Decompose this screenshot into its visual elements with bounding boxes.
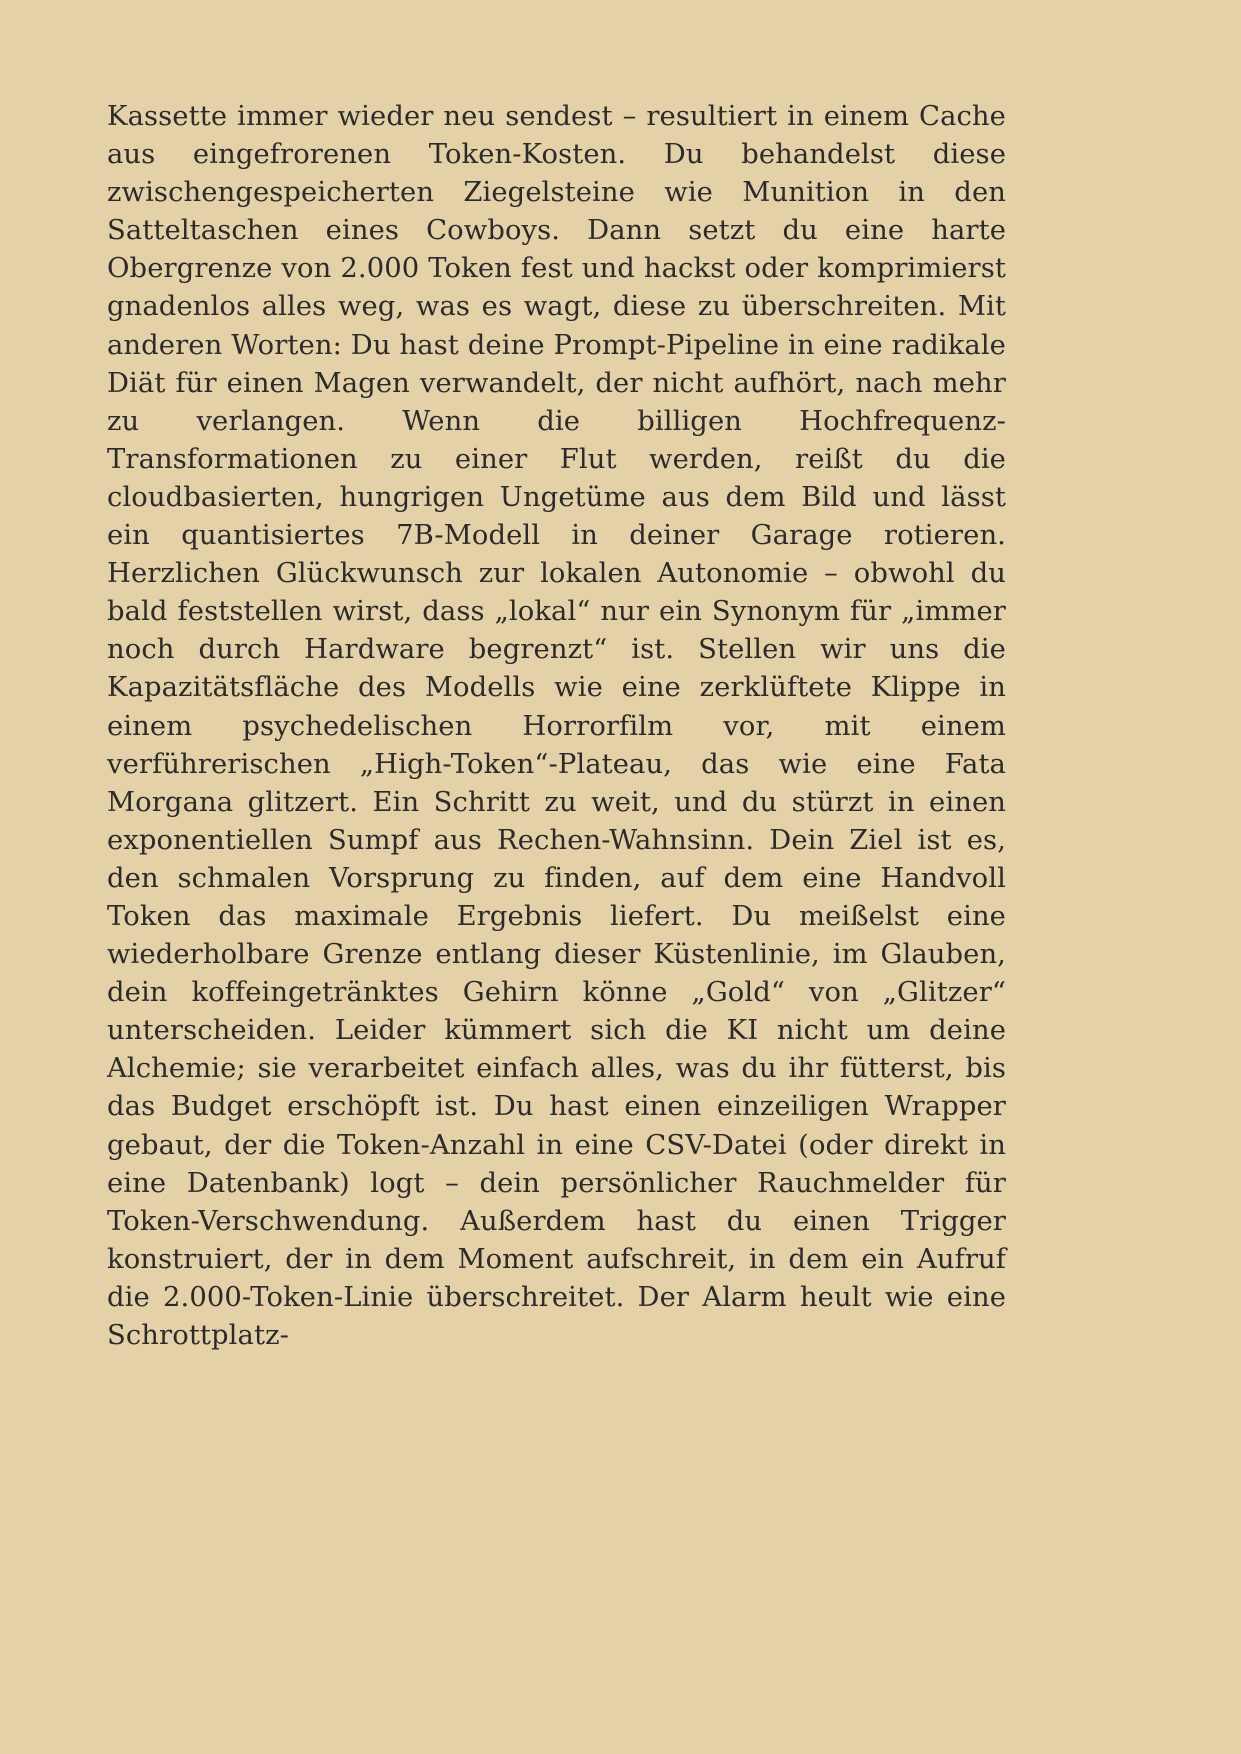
body-paragraph: Kassette immer wieder neu sendest – resultiert in einem Cache aus eingefrorenen Token-Kosten. Du behandelst diese zwischengespeicherten Ziegelsteine wie Munition in den Satteltaschen eines Cowboys. Dann setzt du eine harte Obergrenze von 2.000 Token fest und hackst oder komprimierst gnadenlos alles weg, was es wagt, diese zu überschreiten. Mit anderen Worten: Du hast deine Prompt-Pipeline in eine radikale Diät für einen Magen verwandelt, der nicht aufhört, nach mehr zu verlangen. Wenn die billigen Hochfrequenz-Transformationen zu einer Flut werden, reißt du die cloudbasierten, hungrigen Ungetüme aus dem Bild und lässt ein quantisiertes 7B-Modell in deiner Garage rotieren. Herzlichen Glückwunsch zur lokalen Autonomie – obwohl du bald feststellen wirst, dass „lokal“ nur ein Synonym für „immer noch durch Hardware begrenzt“ ist. Stellen wir uns die Kapazitätsfläche des Modells wie eine zerklüftete Klippe in einem psychedelischen Horrorfilm vor, mit einem verführerischen „High-Token“-Plateau, das wie eine Fata Morgana glitzert. Ein Schritt zu weit, und du stürzt in einen exponentiellen Sumpf aus Rechen-Wahnsinn. Dein Ziel ist es, den schmalen Vorsprung zu finden, auf dem eine Handvoll Token das maximale Ergebnis liefert. Du meißelst eine wiederholbare Grenze entlang dieser Küstenlinie, im Glauben, dein koffeingetränktes Gehirn könne „Gold“ von „Glitzer“ unterscheiden. Leider kümmert sich die KI nicht um deine Alchemie; sie verarbeitet einfach alles, was du ihr fütterst, bis das Budget erschöpft ist. Du hast einen einzeiligen Wrapper gebaut, der die Token-Anzahl in eine CSV-Datei (oder direkt in eine Datenbank) logt – dein persönlicher Rauchmelder für Token-Verschwendung. Außerdem hast du einen Trigger konstruiert, der in dem Moment aufschreit, in dem ein Aufruf die 2.000-Token-Linie überschreitet. Der Alarm heult wie eine Schrottplatz- <box>107 101 1006 1351</box>
text-column <box>107 98 1006 1393</box>
